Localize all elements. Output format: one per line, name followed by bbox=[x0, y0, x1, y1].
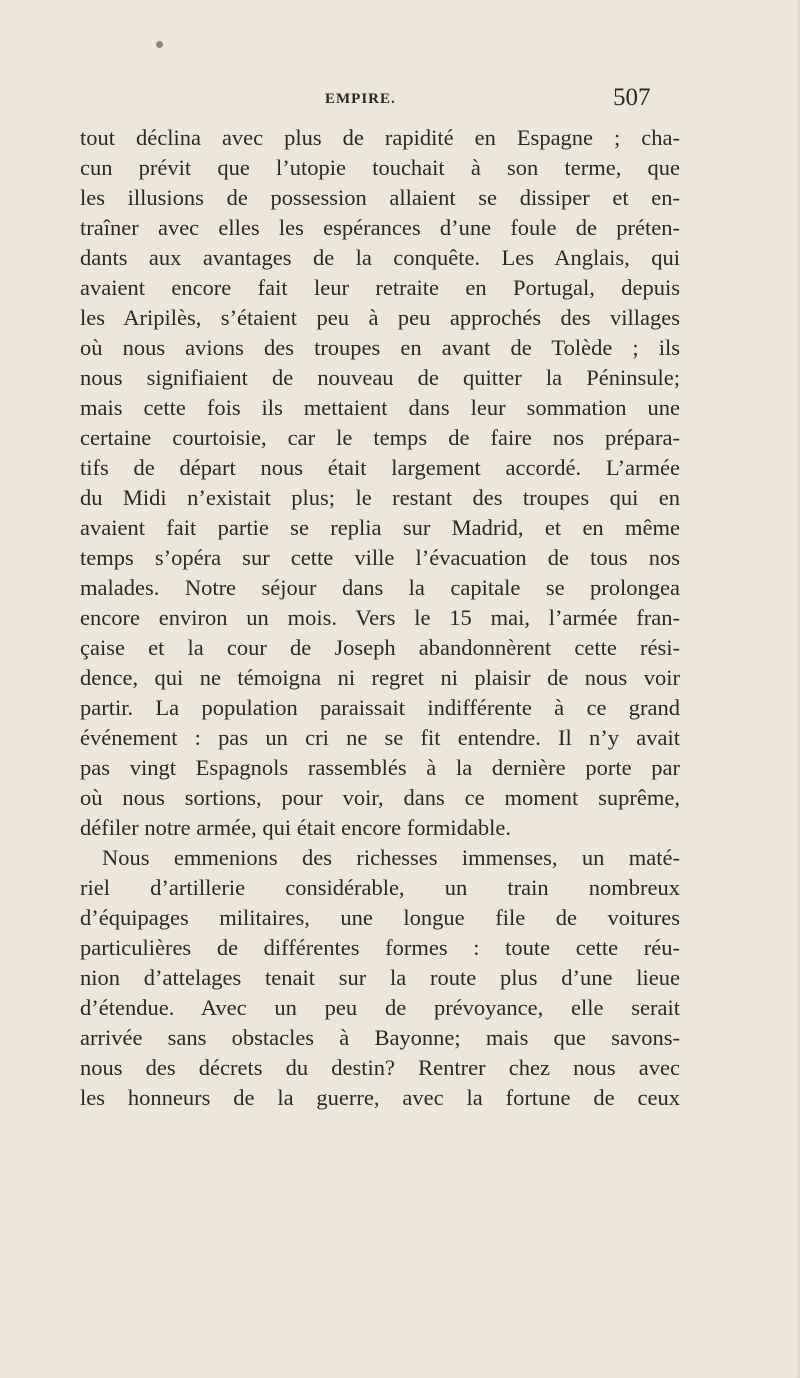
text-line: Nous emmenions des richesses immenses, un maté- bbox=[102, 845, 680, 870]
text-line: encore environ un mois. Vers le 15 mai, l’armée fran- bbox=[80, 605, 680, 630]
running-title: EMPIRE. bbox=[325, 91, 396, 107]
text-line: mais cette fois ils mettaient dans leur sommation une bbox=[80, 395, 680, 420]
text-line: tout déclina avec plus de rapidité en Espagne ; cha- bbox=[80, 125, 680, 150]
page-number: 507 bbox=[613, 84, 651, 111]
text-line: où nous sortions, pour voir, dans ce moment suprême, bbox=[80, 785, 680, 810]
text-line: d’équipages militaires, une longue file de voitures bbox=[80, 905, 680, 930]
text-line: partir. La population paraissait indifférente à ce grand bbox=[80, 695, 680, 720]
text-line: avaient fait partie se replia sur Madrid, et en même bbox=[80, 515, 680, 540]
text-line: arrivée sans obstacles à Bayonne; mais que savons- bbox=[80, 1025, 680, 1050]
body-text bbox=[80, 123, 680, 1113]
text-line: avaient encore fait leur retraite en Portugal, depuis bbox=[80, 275, 680, 300]
paragraph bbox=[80, 843, 680, 1113]
text-line: temps s’opéra sur cette ville l’évacuation de tous nos bbox=[80, 545, 680, 570]
text-line: les honneurs de la guerre, avec la fortune de ceux bbox=[80, 1085, 680, 1110]
text-line: nous signifiaient de nouveau de quitter la Péninsule; bbox=[80, 365, 680, 390]
text-line: particulières de différentes formes : toute cette réu- bbox=[80, 935, 680, 960]
text-line: défiler notre armée, qui était encore formidable. bbox=[80, 815, 512, 840]
ink-dot bbox=[156, 41, 163, 48]
text-line: tifs de départ nous était largement accordé. L’armée bbox=[80, 455, 680, 480]
text-line: dence, qui ne témoigna ni regret ni plaisir de nous voir bbox=[80, 665, 680, 690]
page-edge-shadow bbox=[796, 0, 800, 1378]
text-line: du Midi n’existait plus; le restant des troupes qui en bbox=[80, 485, 680, 510]
text-line: riel d’artillerie considérable, un train nombreux bbox=[80, 875, 680, 900]
text-line: nous des décrets du destin? Rentrer chez nous avec bbox=[80, 1055, 680, 1080]
text-line: d’étendue. Avec un peu de prévoyance, elle serait bbox=[80, 995, 680, 1020]
text-line: certaine courtoisie, car le temps de faire nos prépara- bbox=[80, 425, 680, 450]
text-line: les illusions de possession allaient se dissiper et en- bbox=[80, 185, 680, 210]
text-line: événement : pas un cri ne se fit entendre. Il n’y avait bbox=[80, 725, 680, 750]
text-line: traîner avec elles les espérances d’une foule de préten- bbox=[80, 215, 680, 240]
text-line: dants aux avantages de la conquête. Les Anglais, qui bbox=[80, 245, 680, 270]
text-line: nion d’attelages tenait sur la route plus d’une lieue bbox=[80, 965, 680, 990]
text-line: les Aripilès, s’étaient peu à peu approchés des villages bbox=[80, 305, 680, 330]
paragraph bbox=[80, 123, 680, 843]
text-line: cun prévit que l’utopie touchait à son terme, que bbox=[80, 155, 680, 180]
text-line: pas vingt Espagnols rassemblés à la dernière porte par bbox=[80, 755, 680, 780]
text-line: çaise et la cour de Joseph abandonnèrent cette rési- bbox=[80, 635, 680, 660]
text-line: malades. Notre séjour dans la capitale se prolongea bbox=[80, 575, 680, 600]
text-line: où nous avions des troupes en avant de Tolède ; ils bbox=[80, 335, 680, 360]
